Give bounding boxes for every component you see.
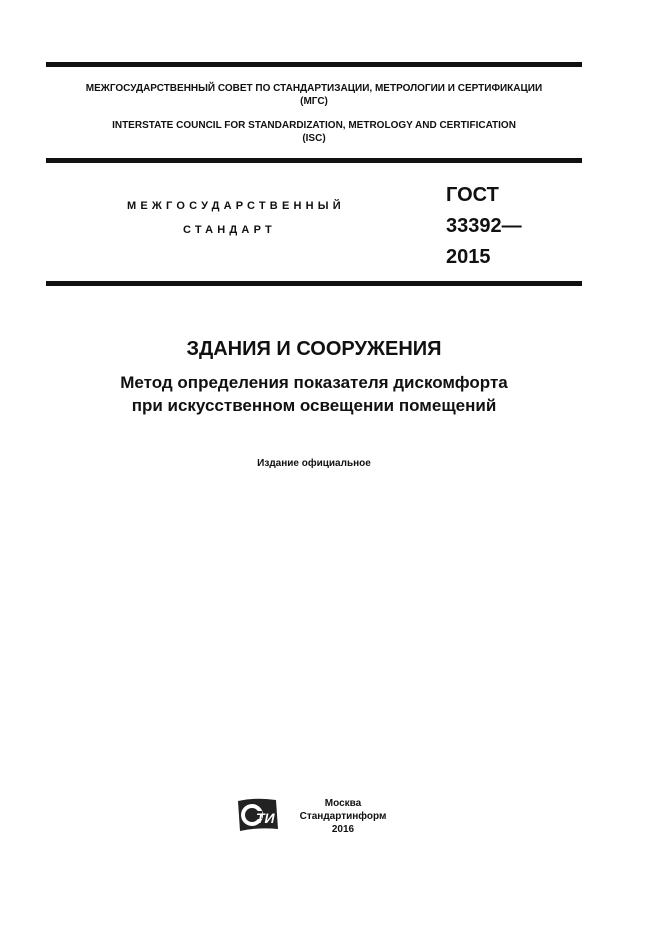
publisher-city: Москва: [324, 798, 362, 809]
rule-2: [46, 158, 582, 163]
standartinform-logo: [236, 797, 282, 838]
gost-designation: [446, 180, 522, 273]
gost-number: 33392—: [446, 215, 522, 237]
council-en: [46, 119, 582, 145]
top-rule: [46, 62, 582, 67]
standard-line1: МЕЖГОСУДАРСТВЕННЫЙ: [127, 200, 345, 212]
standard-line2: СТАНДАРТ: [183, 224, 276, 236]
doc-subtitle-2: при искусственном освещении помещений: [131, 396, 497, 415]
council-ru-abbr: (МГС): [300, 96, 328, 107]
doc-subtitle-1: Метод определения показателя дискомфорта: [120, 373, 508, 392]
publisher-name: Стандартинформ: [299, 811, 387, 822]
council-ru-text: МЕЖГОСУДАРСТВЕННЫЙ СОВЕТ ПО СТАНДАРТИЗАЦИИ, МЕТРОЛОГИИ И СЕРТИФИКАЦИИ: [85, 83, 543, 94]
gost-year: 2015: [446, 246, 491, 268]
edition: Издание официальное: [257, 458, 371, 469]
publisher-year: 2016: [331, 824, 355, 835]
svg-text:ТИ: ТИ: [256, 810, 275, 826]
publisher: [290, 797, 396, 836]
council-ru: [46, 82, 582, 108]
gost-label: ГОСТ: [446, 184, 499, 206]
doc-title: ЗДАНИЯ И СООРУЖЕНИЯ: [186, 338, 442, 360]
council-en-text: INTERSTATE COUNCIL FOR STANDARDIZATION, METROLOGY AND CERTIFICATION: [112, 120, 516, 131]
rule-3: [46, 281, 582, 286]
council-en-abbr: (ISC): [302, 133, 326, 144]
